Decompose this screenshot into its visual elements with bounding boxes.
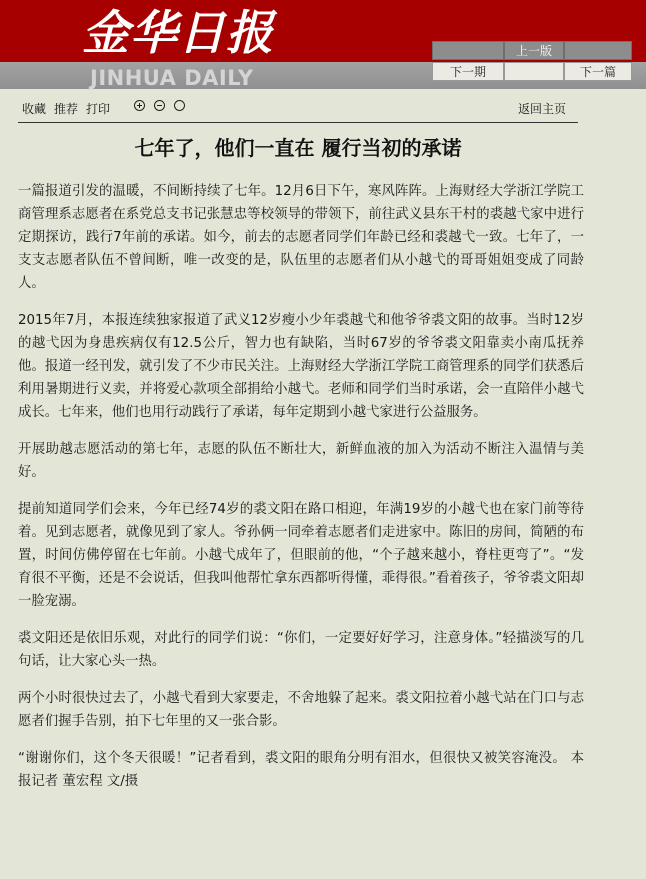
article-paragraph: 开展助越志愿活动的第七年，志愿的队伍不断壮大，新鲜血液的加入为活动不断注入温情与美好。 <box>18 442 584 480</box>
next-article-button[interactable]: 下一篇 <box>564 62 632 81</box>
article-paragraph: 提前知道同学们会来，今年已经74岁的裘文阳在路口相迎，年满19岁的小越弋也在家门前等待着。见到志愿者，就像见到了家人。爷孙俩一同牵着志愿者们走进家中。陈旧的房间，简陋的布置，时间仿佛停留在七年前。小越弋成年了，但眼前的他，“个子越来越小，脊柱更弯了”。“发育很不平衡，还是不会说话，但我叫他帮忙拿东西都听得懂，乖得很。”看着孩子，爷爷裘文阳却一脸宠溺。 <box>18 502 584 609</box>
article-toolbar <box>18 98 578 123</box>
article-paragraph: 一篇报道引发的温暖，不间断持续了七年。12月6日下午，寒风阵阵。上海财经大学浙江学院工商管理系志愿者在系党总支书记张慧忠等校领导的带领下，前往武义县东干村的裘越弋家中进行定期探访，践行7年前的承诺。如今，前去的志愿者同学们年龄已经和裘越弋一致。七年了，一支支志愿者队伍不曾间断，唯一改变的是，队伍里的志愿者们从小越弋的哥哥姐姐变成了同龄人。 <box>18 184 584 291</box>
prev-edition-button[interactable]: 上一版 <box>504 41 564 60</box>
article-paragraph: 两个小时很快过去了，小越弋看到大家要走，不舍地躲了起来。裘文阳拉着小越弋站在门口与志愿者们握手告别，拍下七年里的又一张合影。 <box>18 691 584 729</box>
prev-issue-button[interactable]: 下一期 <box>432 62 504 81</box>
article-paragraph: 2015年7月，本报连续独家报道了武义12岁瘦小少年裘越弋和他爷爷裘文阳的故事。当时12岁的越弋因为身患疾病仅有12.5公斤，智力也有缺陷，当时67岁的爷爷裘文阳靠卖小南瓜抚养他。报道一经刊发，就引发了不少市民关注。上海财经大学浙江学院工商管理系的同学们获悉后利用暑期进行义卖，并将爱心款项全部捐给小越弋。老师和同学们当时承诺，会一直陪伴小越弋成长。七年来，他们也用行动践行了承诺，每年定期到小越弋家进行公益服务。 <box>18 313 584 420</box>
article-paragraph: 裘文阳还是依旧乐观，对此行的同学们说：“你们，一定要好好学习，注意身体。”轻描淡写的几句话，让大家心头一热。 <box>18 631 584 669</box>
masthead <box>0 0 646 89</box>
print-link[interactable]: 打印 <box>86 102 111 116</box>
zoom-out-icon[interactable] <box>154 100 165 111</box>
zoom-reset-icon[interactable] <box>174 100 185 111</box>
logo-chinese: 金华日报 <box>82 6 274 61</box>
article-body <box>18 180 584 807</box>
recommend-link[interactable]: 推荐 <box>54 102 79 116</box>
zoom-in-icon[interactable] <box>134 100 145 111</box>
nav-blank-bottom <box>504 62 564 81</box>
nav-blank-top-left <box>432 41 504 60</box>
logo-english: JINHUA DAILY <box>90 66 254 90</box>
article-title: 七年了，他们一直在 履行当初的承诺 <box>134 136 462 160</box>
nav-blank-top-right <box>564 41 632 60</box>
article-paragraph: “谢谢你们，这个冬天很暖！”记者看到，裘文阳的眼角分明有泪水，但很快又被笑容淹没。 本报记者 董宏程 文/摄 <box>18 751 584 789</box>
home-link[interactable]: 返回主页 <box>518 102 567 116</box>
favorite-link[interactable]: 收藏 <box>22 102 47 116</box>
